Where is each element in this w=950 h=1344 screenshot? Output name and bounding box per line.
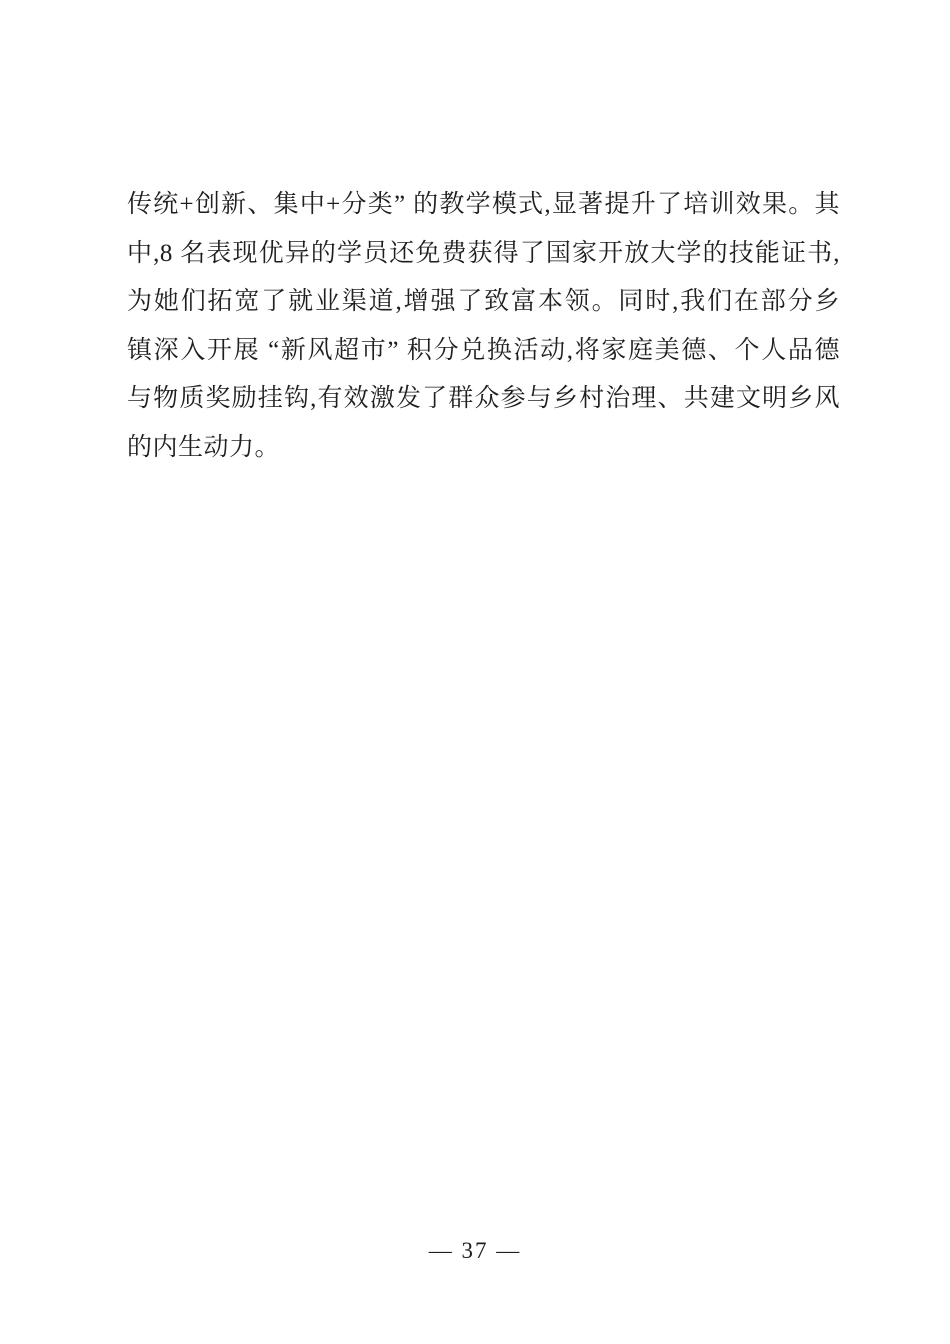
paragraph-line: 为她们拓宽了就业渠道,增强了致富本领。同时,我们在部分乡 [127,288,840,316]
paragraph-line: 中,8 名表现优异的学员还免费获得了国家开放大学的技能证书, [127,239,840,267]
page-footer [0,1238,950,1264]
paragraph-line: 的内生动力。 [127,433,281,461]
page-number: — 37 — [428,1238,522,1263]
body-paragraph [127,181,840,473]
paragraph-line: 与物质奖励挂钩,有效激发了群众参与乡村治理、共建文明乡风 [127,385,840,413]
paragraph-line: 镇深入开展 “新风超市” 积分兑换活动,将家庭美德、个人品德 [127,336,840,364]
paragraph-line: 传统+创新、集中+分类” 的教学模式,显著提升了培训效果。其 [127,191,840,218]
